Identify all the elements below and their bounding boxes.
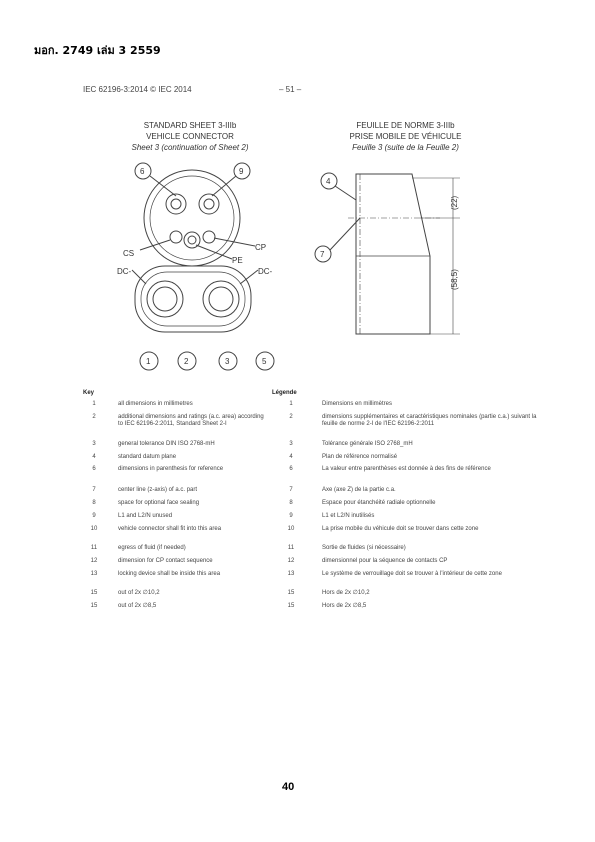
contact-cs — [170, 231, 182, 243]
key-item-number: 15 — [90, 590, 98, 596]
legend-item-number: 13 — [287, 571, 295, 577]
key-item-text-en: general tolerance DIN ISO 2768-mH — [118, 441, 215, 447]
callout-3-label: 3 — [225, 357, 230, 366]
key-item-number: 15 — [90, 603, 98, 609]
key-item-number: 3 — [92, 441, 96, 447]
page-reference: – 51 – — [279, 85, 302, 94]
dc-outline — [135, 266, 251, 332]
legend-item-number: 8 — [289, 500, 293, 506]
key-item-number: 1 — [92, 401, 96, 407]
title-fr-line1: FEUILLE DE NORME 3-IIIb — [356, 121, 455, 130]
key-item-number: 7 — [92, 487, 96, 493]
key-item-text-en: out of 2x ∅10,2 — [118, 590, 160, 596]
legend-item-text-fr: L1 et L2/N inutilisés — [322, 513, 375, 519]
dimension-58-5: (58,5) — [450, 269, 459, 290]
key-item-text-en: locking device shall be inside this area — [118, 571, 221, 577]
cp-label: CP — [255, 243, 267, 252]
key-item-text-en: space for optional face sealing — [118, 500, 200, 506]
legend-item-number: 1 — [289, 401, 293, 407]
legend-item-number: 7 — [289, 487, 293, 493]
connector-drawing — [0, 0, 595, 400]
callout-6-label: 6 — [140, 167, 145, 176]
key-item-text-en: dimension for CP contact sequence — [118, 558, 213, 564]
key-item-text-en: vehicle connector shall fit into this area — [118, 526, 222, 532]
legend-item-number: 2 — [289, 414, 293, 420]
legend-item-text-fr: La prise mobile du véhicule doit se trouver dans cette zone — [322, 526, 479, 532]
key-item-text-en: L1 and L2/N unused — [118, 513, 173, 519]
title-en-line1: STANDARD SHEET 3-IIIb — [143, 121, 237, 130]
legend-heading: Légende — [272, 390, 297, 396]
legend-item-number: 12 — [287, 558, 295, 564]
legend-item-number: 4 — [289, 454, 293, 460]
dc-minus-left-label: DC- — [117, 267, 132, 276]
key-item-number: 4 — [92, 454, 96, 460]
pe-label: PE — [232, 256, 243, 265]
legend-item-number: 11 — [287, 545, 295, 551]
key-item-text-en: center line (z-axis) of a.c. part — [118, 487, 198, 493]
callout-4-label: 4 — [326, 177, 331, 186]
legend-item-text-fr: dimensionnel pour la séquence de contacts CP — [322, 558, 448, 564]
key-item-number: 10 — [90, 526, 98, 532]
legend-item-number: 9 — [289, 513, 293, 519]
key-item-text-en: all dimensions in millimetres — [118, 401, 193, 407]
key-item-number: 11 — [90, 545, 98, 551]
iec-reference: IEC 62196-3:2014 © IEC 2014 — [83, 85, 192, 94]
contact-dc-minus — [147, 281, 183, 317]
dimension-22: (22) — [450, 195, 459, 210]
key-item-number: 8 — [92, 500, 96, 506]
cs-label: CS — [123, 249, 135, 258]
key-item-number: 6 — [92, 466, 96, 472]
contact-l2 — [199, 194, 219, 214]
key-item-number: 12 — [90, 558, 98, 564]
legend-item-text-fr: Plan de référence normalisé — [322, 454, 398, 460]
contact-cp — [203, 231, 215, 243]
key-item-text-en: additional dimensions and ratings (a.c. area) according to IEC 62196-2:2011, Standard Sheet 2-I — [118, 414, 264, 427]
legend-item-text-fr: Tolérance générale ISO 2768_mH — [322, 441, 413, 447]
key-item-text-en: standard datum plane — [118, 454, 177, 460]
legend-item-number: 10 — [287, 526, 295, 532]
callout-7-label: 7 — [320, 250, 325, 259]
legend-item-text-fr: Sortie de fluides (si nécessaire) — [322, 545, 406, 551]
callout-9-label: 9 — [239, 167, 244, 176]
legend-item-text-fr: Le système de verrouillage doit se trouver à l'intérieur de cette zone — [322, 571, 502, 577]
legend-item-text-fr: Espace pour étanchéité radiale optionnelle — [322, 500, 436, 506]
document-header: มอก. 2749 เล่ม 3 2559 — [34, 44, 161, 57]
legend-item-text-fr: Hors de 2x ∅10,2 — [322, 590, 370, 596]
legend-item-text-fr: Hors de 2x ∅8,5 — [322, 603, 367, 609]
key-item-text-en: out of 2x ∅8,5 — [118, 603, 157, 609]
key-item-text-en: egress of fluid (if needed) — [118, 545, 186, 551]
title-en-line3: Sheet 3 (continuation of Sheet 2) — [131, 143, 249, 152]
key-item-number: 9 — [92, 513, 96, 519]
legend-item-number: 15 — [287, 590, 295, 596]
legend-item-text-fr: dimensions supplémentaires et caractéristiques nominales (partie c.a.) suivant la feuille de norme 2-I de l'IEC 62196-2:2011 — [322, 414, 537, 427]
legend-item-number: 15 — [287, 603, 295, 609]
dc-minus-right-label: DC- — [258, 267, 273, 276]
side-view-outline — [356, 174, 430, 334]
title-fr-line3: Feuille 3 (suite de la Feuille 2) — [352, 143, 459, 152]
callout-5-label: 5 — [262, 357, 267, 366]
callout-1-label: 1 — [146, 357, 151, 366]
key-item-text-en: dimensions in parenthesis for reference — [118, 466, 224, 472]
key-item-number: 13 — [90, 571, 98, 577]
legend-item-text-fr: Axe (axe Z) de la partie c.a. — [322, 487, 396, 493]
legend-item-number: 3 — [289, 441, 293, 447]
key-heading: Key — [83, 390, 95, 396]
key-item-number: 2 — [92, 414, 96, 420]
page-number: 40 — [282, 781, 295, 793]
legend-item-number: 6 — [289, 466, 293, 472]
contact-l1 — [166, 194, 186, 214]
contact-dc-plus — [203, 281, 239, 317]
legend-item-text-fr: La valeur entre parenthèses est donnée à des fins de référence — [322, 466, 491, 472]
callout-2-label: 2 — [184, 357, 189, 366]
title-en-line2: VEHICLE CONNECTOR — [146, 132, 234, 141]
title-fr-line2: PRISE MOBILE DE VÉHICULE — [349, 132, 462, 141]
legend-item-text-fr: Dimensions en millimètres — [322, 401, 393, 407]
